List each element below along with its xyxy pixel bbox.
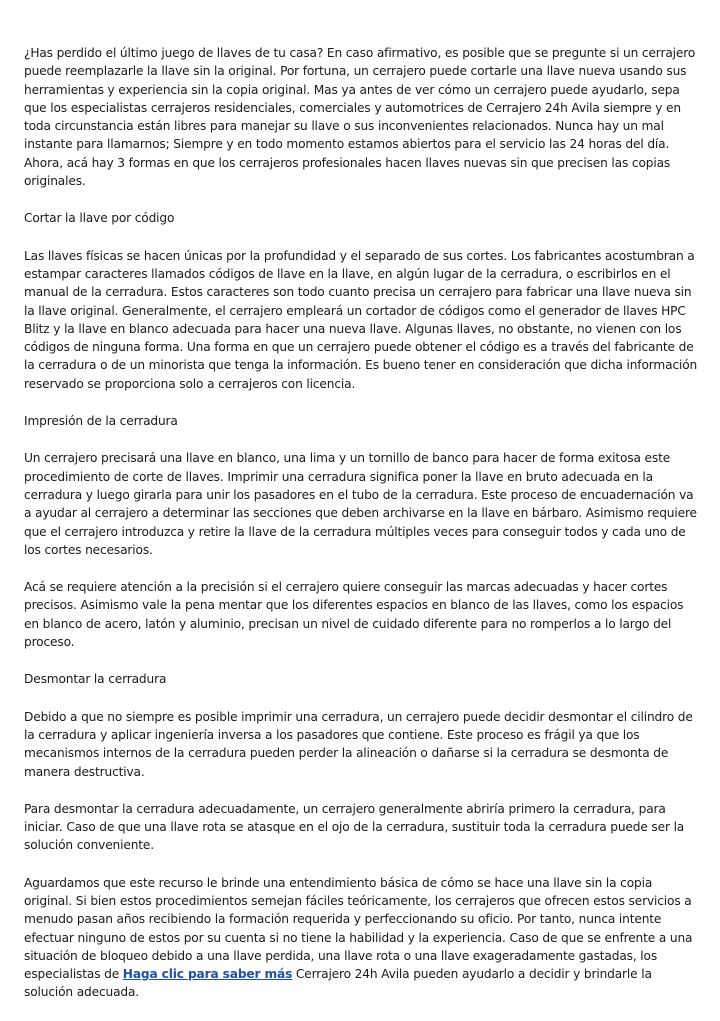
closing-text: Aguardamos que este recurso le brinde una entendimiento básica de cómo se hace una llave sin la copia original. Si bien estos procedimientos semejan fáciles teóricamente, los cerrajeros que ofrecen estos servicios a menudo pasan años recibiendo la formación requerida y perfeccionando su oficio. Por tanto, nunca intente efectuar ninguno de estos por su cuenta si no tiene la habilidad y la experiencia. Caso de que se enfrente a una situación de bloqueo debido a una llave perdida, una llave rota o una llave exageradamente gastadas, los especialistas de xyxy=(24,875,693,982)
section-paragraph-desmontar-1: Debido a que no siempre es posible imprimir una cerradura, un cerrajero puede decidir desmontar el cilindro de la cerradura y aplicar ingeniería inversa a los pasadores que contiene. Este proceso es frágil ya que los mecanismos internos de la cerradura pueden perder la alineación o dañarse si la cerradura se desmonta de manera destructiva. xyxy=(24,709,693,779)
document-body xyxy=(24,44,698,1021)
intro-paragraph: ¿Has perdido el último juego de llaves de tu casa? En caso afirmativo, es posible que se pregunte si un cerrajero puede reemplazarle la llave sin la original. Por fortuna, un cerrajero puede cortarle una llave nueva usando sus herramientas y experiencia sin la copia original. Mas ya antes de ver cómo un cerrajero puede ayudarlo, sepa que los especialistas cerrajeros residenciales, comerciales y automotrices de Cerrajero 24h Avila siempre y en toda circunstancia están libres para manejar su llave o sus inconvenientes relacionados. Nunca hay un mal instante para llamarnos; Siempre y en todo momento estamos abiertos para el servicio las 24 horas del día. Ahora, acá hay 3 formas en que los cerrajeros profesionales hacen llaves nuevas sin que precisen las copias originales. xyxy=(24,46,696,189)
closing-tail: Cerrajero 24h Avila pueden ayudarlo a decidir y brindarle la solución adecuada. xyxy=(24,967,652,1000)
section-heading-cortar: Cortar la llave por código xyxy=(24,211,175,226)
section-paragraph-cortar: Las llaves físicas se hacen únicas por la profundidad y el separado de sus cortes. Los fabricantes acostumbran a estampar caracteres llamados códigos de llave en la llave, en algún lugar de la cerradura, o escribirlos en el manual de la cerradura. Estos caracteres son todo cuanto precisa un cerrajero para fabricar una llave nueva sin la llave original. Generalmente, el cerrajero empleará un cortador de códigos como el generador de llaves HPC Blitz y la llave en blanco adecuada para hacer una nueva llave. Algunas llaves, no obstante, no vienen con los códigos de ninguna forma. Una forma en que un cerrajero puede obtener el código es a través del fabricante de la cerradura o de un minorista que tenga la información. Es bueno tener en consideración que dicha información reservado se proporciona solo a cerrajeros con licencia. xyxy=(24,248,698,391)
section-heading-impresion: Impresión de la cerradura xyxy=(24,414,178,429)
section-paragraph-impresion-2: Acá se requiere atención a la precisión si el cerrajero quiere conseguir las marcas adecuadas y hacer cortes precisos. Asimismo vale la pena mentar que los diferentes espacios en blanco de las llaves, como los espacios en blanco de acero, latón y aluminio, precisan un nivel de cuidado diferente para no romperlos a lo largo del proceso. xyxy=(24,580,684,650)
section-paragraph-impresion-1: Un cerrajero precisará una llave en blanco, una lima y un tornillo de banco para hacer de forma exitosa este procedimiento de corte de llaves. Imprimir una cerradura significa poner la llave en bruto adecuada en la cerradura y luego girarla para unir los pasadores en el tubo de la cerradura. Este proceso de encuadernación va a ayudar al cerrajero a determinar las secciones que deben archivarse en la llave en bárbaro. Asimismo requiere que el cerrajero introduzca y retire la llave de la cerradura múltiples veces para conseguir todos y cada uno de los cortes necesarios. xyxy=(24,451,697,557)
more-info-link[interactable]: Haga clic para saber más xyxy=(122,967,293,982)
section-heading-desmontar: Desmontar la cerradura xyxy=(24,672,167,687)
closing-paragraph xyxy=(24,874,698,1002)
section-paragraph-desmontar-2: Para desmontar la cerradura adecuadamente, un cerrajero generalmente abriría primero la cerradura, para iniciar. Caso de que una llave rota se atasque en el ojo de la cerradura, sustituir toda la cerradura puede ser la solución conveniente. xyxy=(24,801,685,853)
